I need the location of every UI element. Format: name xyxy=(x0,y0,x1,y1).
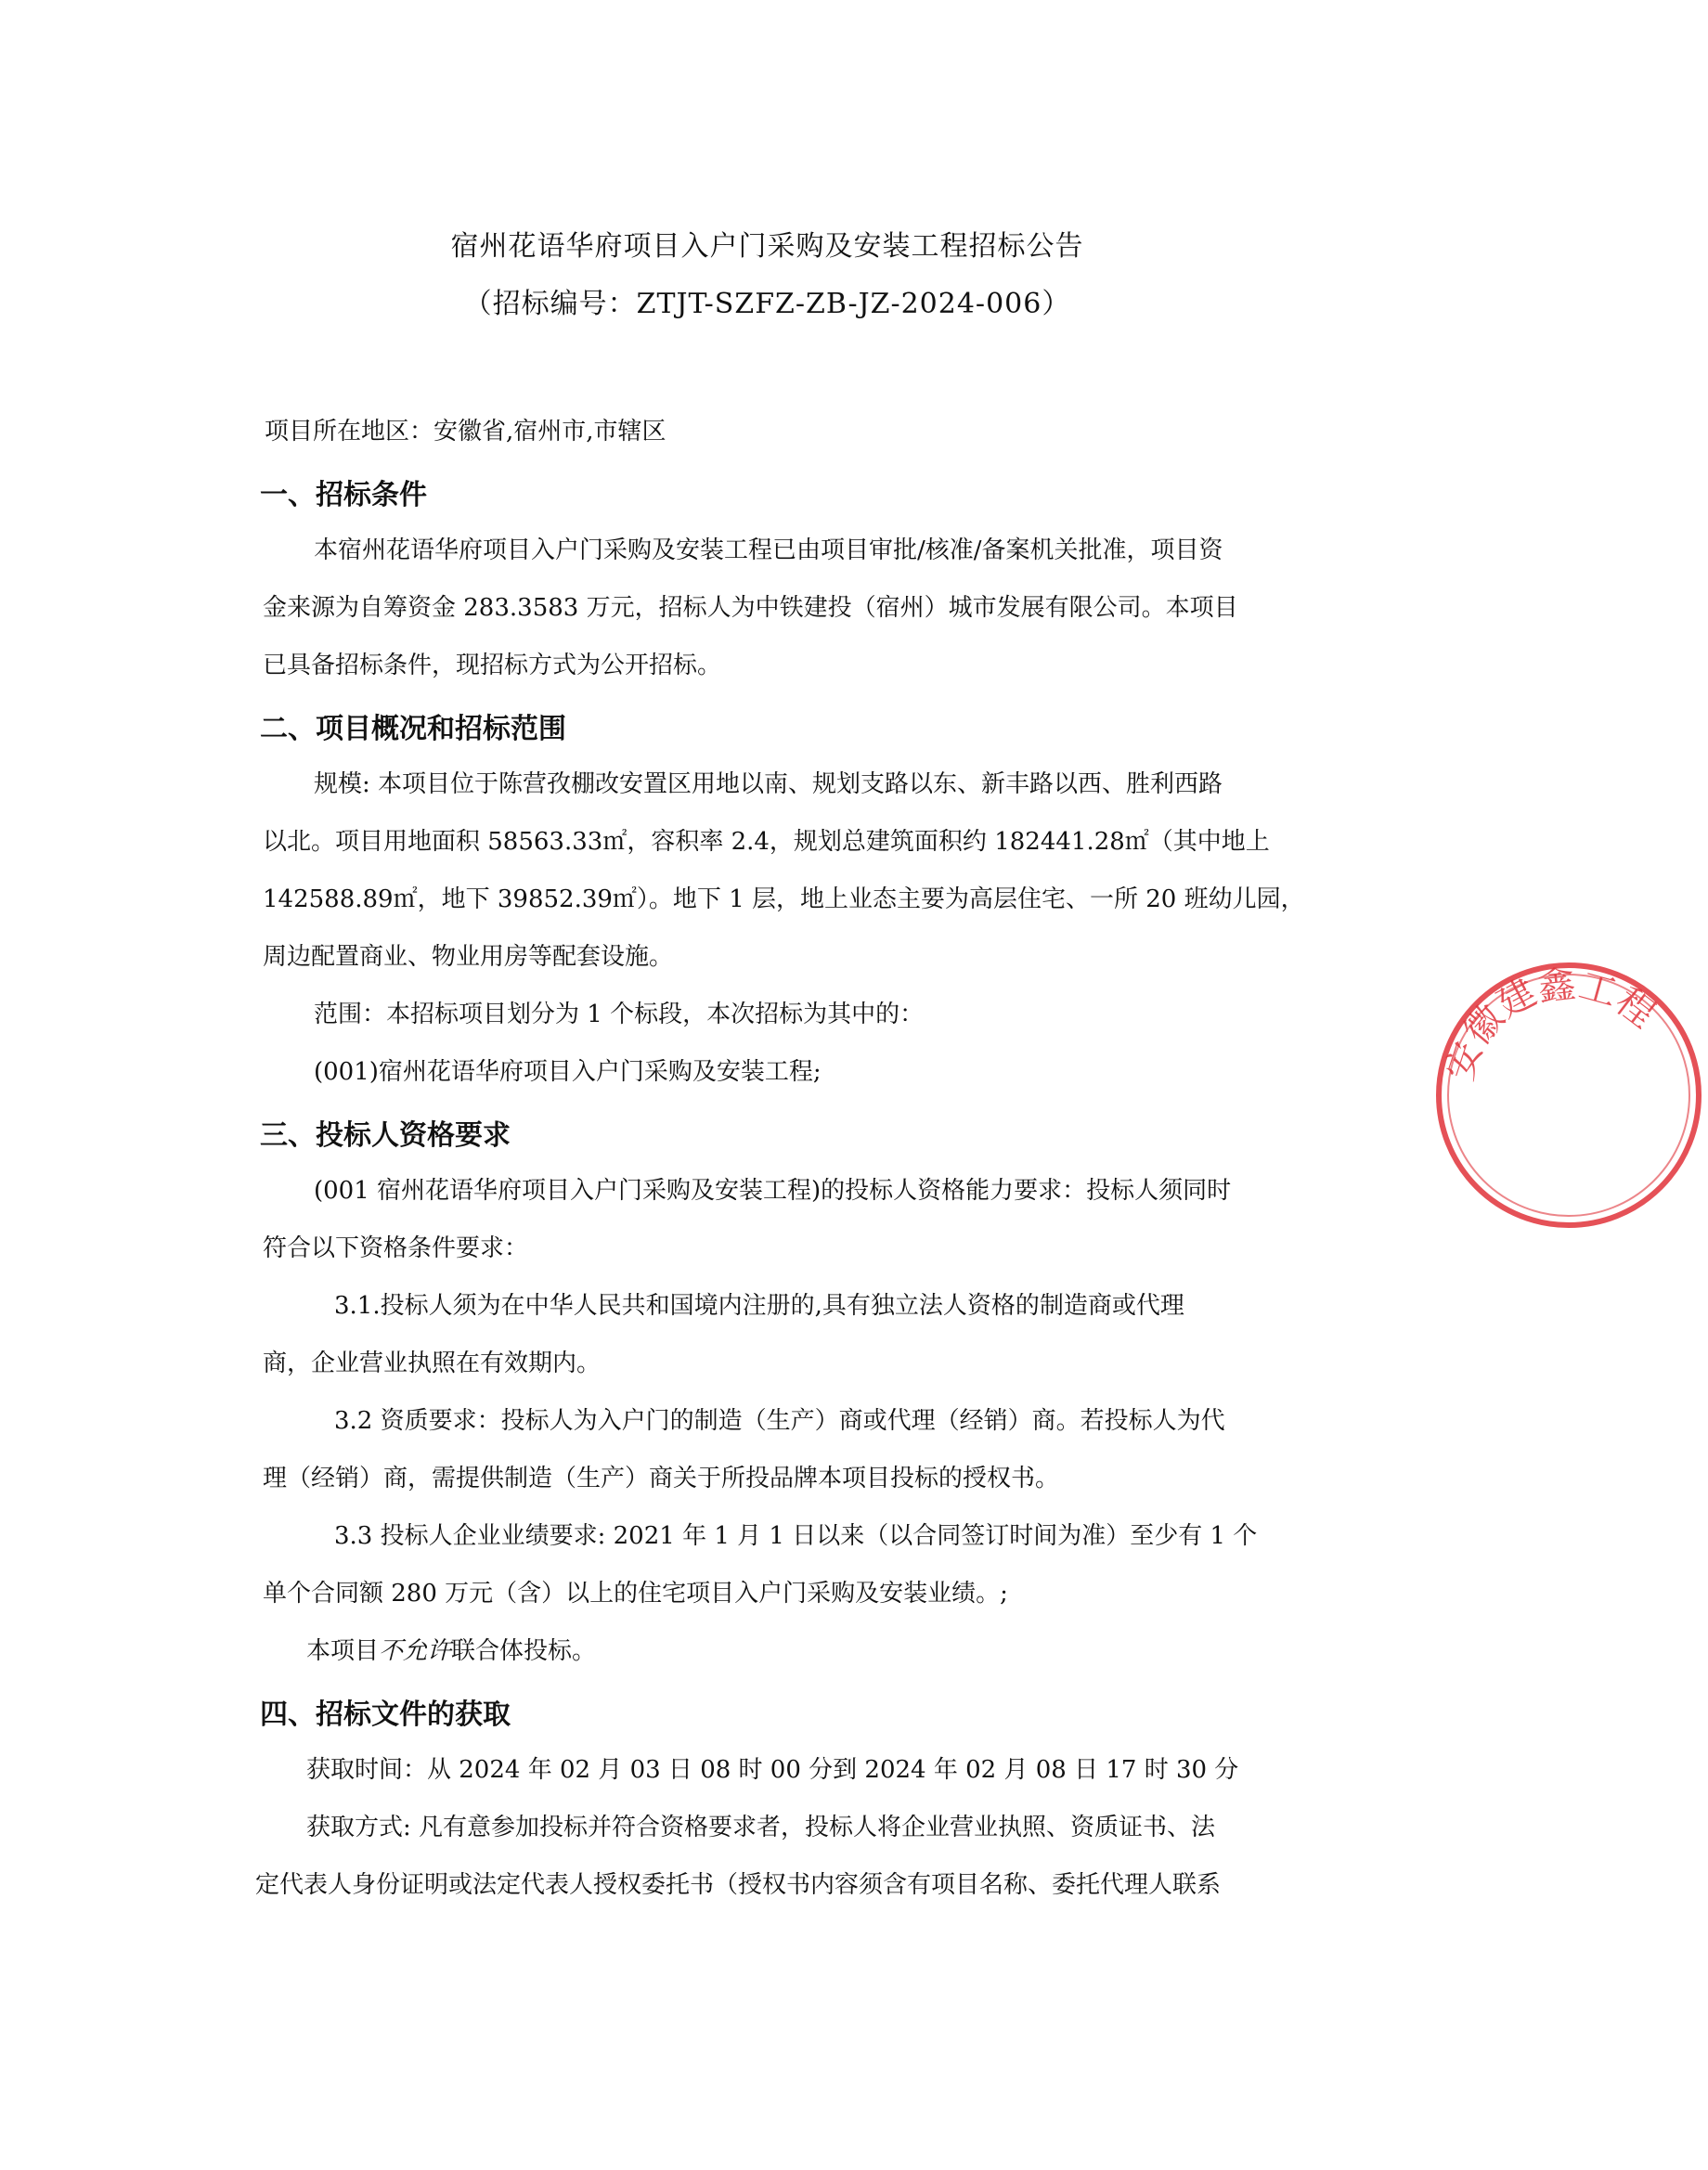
joint-bid-italic: 不允许 xyxy=(379,1637,452,1665)
section-1-line: 已具备招标条件，现招标方式为公开招标。 xyxy=(263,652,722,679)
section-3-line: 符合以下资格条件要求： xyxy=(263,1234,529,1262)
section-4-line: 定代表人身份证明或法定代表人授权委托书（授权书内容须含有项目名称、委托代理人联系 xyxy=(255,1871,1222,1899)
section-3-heading: 三、投标人资格要求 xyxy=(260,1119,511,1152)
section-2-scope: 范围：本招标项目划分为 1 个标段，本次招标为其中的： xyxy=(314,1001,925,1028)
section-4-line: 获取方式: 凡有意参加投标并符合资格要求者，投标人将企业营业执照、资质证书、法 xyxy=(306,1814,1216,1841)
section-3-line: 3.1.投标人须为在中华人民共和国境内注册的,具有独立法人资格的制造商或代理 xyxy=(334,1292,1184,1320)
svg-text:安徽建鑫工程: 安徽建鑫工程 xyxy=(1438,962,1663,1086)
section-1-heading: 一、招标条件 xyxy=(260,479,427,511)
document-title: 宿州花语华府项目入户门采购及安装工程招标公告 xyxy=(450,230,1084,263)
section-2-line: 以北。项目用地面积 58563.33㎡，容积率 2.4，规划总建筑面积约 182441.28㎡（其中地上 xyxy=(263,828,1270,856)
section-2-line: 周边配置商业、物业用房等配套设施。 xyxy=(263,943,674,971)
section-1-line: 金来源为自筹资金 283.3583 万元，招标人为中铁建投（宿州）城市发展有限公司。本项目 xyxy=(263,594,1238,622)
section-4-line: 获取时间：从 2024 年 02 月 03 日 08 时 00 分到 2024 年 02 月 08 日 17 时 30 分 xyxy=(306,1756,1239,1784)
section-2-line: 142588.89㎡，地下 39852.39㎡）。地下 1 层，地上业态主要为高层住宅、一所 20 班幼儿园， xyxy=(263,885,1305,913)
project-location: 项目所在地区：安徽省,宿州市,市辖区 xyxy=(265,418,666,446)
section-3-line: 3.2 资质要求：投标人为入户门的制造（生产）商或代理（经销）商。若投标人为代 xyxy=(334,1407,1225,1435)
joint-bid-prefix: 本项目 xyxy=(306,1637,380,1665)
section-3-line: 理（经销）商，需提供制造（生产）商关于所投品牌本项目投标的授权书。 xyxy=(263,1465,1060,1492)
section-2-line: 规模: 本项目位于陈营孜棚改安置区用地以南、规划支路以东、新丰路以西、胜利西路 xyxy=(314,770,1223,798)
section-2-heading: 二、项目概况和招标范围 xyxy=(260,713,566,745)
section-4-heading: 四、招标文件的获取 xyxy=(260,1699,511,1731)
section-3-line: 3.3 投标人企业业绩要求: 2021 年 1 月 1 日以来（以合同签订时间为准）至少有 1 个 xyxy=(334,1522,1258,1550)
company-seal-icon xyxy=(1430,956,1708,1234)
tender-number: （招标编号：ZTJT-SZFZ-ZB-JZ-2024-006） xyxy=(463,288,1071,320)
joint-bid-suffix: 联合体投标。 xyxy=(451,1637,597,1665)
section-3-line: (001 宿州花语华府项目入户门采购及安装工程)的投标人资格能力要求：投标人须同时 xyxy=(314,1177,1232,1205)
joint-bid-statement xyxy=(306,1635,596,1667)
section-3-line: 商，企业营业执照在有效期内。 xyxy=(263,1350,602,1377)
section-2-lot: (001)宿州花语华府项目入户门采购及安装工程; xyxy=(314,1058,822,1086)
section-3-line: 单个合同额 280 万元（含）以上的住宅项目入户门采购及安装业绩。; xyxy=(263,1580,1008,1608)
section-1-line: 本宿州花语华府项目入户门采购及安装工程已由项目审批/核准/备案机关批准，项目资 xyxy=(314,536,1223,564)
